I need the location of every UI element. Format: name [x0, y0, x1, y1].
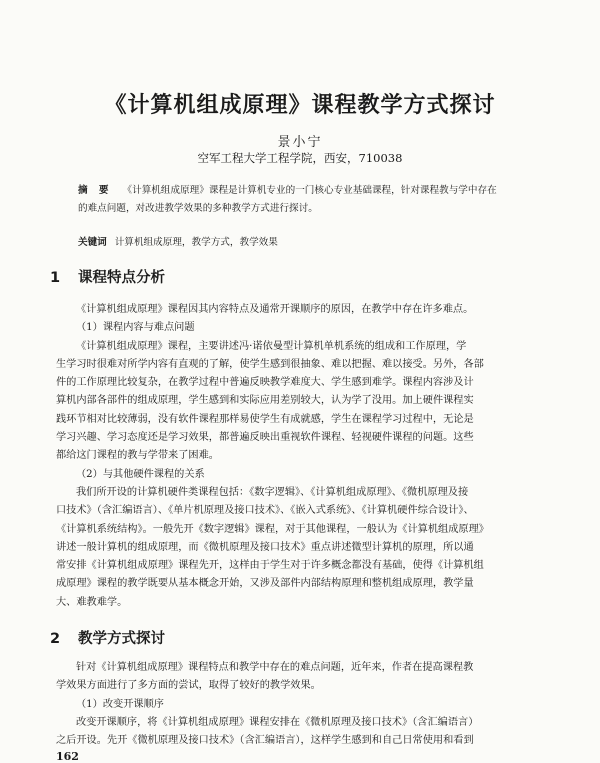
section-1-number: 1 [50, 270, 61, 286]
paragraph-line: 《计算机系统结构》。一般先开《数字逻辑》课程，对于其他课程，一般认为《计算机组成原理》 [56, 523, 489, 535]
section-1-body [56, 301, 546, 612]
paragraph-line: 改变开课顺序，将《计算机组成原理》课程安排在《微机原理及接口技术》（含汇编语言） [76, 716, 479, 728]
paper-title: 《计算机组成原理》课程教学方式探讨 [104, 93, 496, 118]
keywords-label: 关键词 [78, 237, 107, 248]
paragraph-line: 讲述一般计算机的组成原理，而《微机原理及接口技术》重点讲述微型计算机的原理，所以通 [56, 541, 474, 553]
section-2-number: 2 [50, 631, 61, 647]
abstract-label: 摘 要 [78, 185, 113, 196]
subsection-heading: （1）课程内容与难点问题 [76, 322, 195, 334]
paragraph-line: 《计算机组成原理》课程，主要讲述冯·诺依曼型计算机单机系统的组成和工作原理，学 [76, 340, 467, 352]
paragraph-line: 《计算机组成原理》课程因其内容特点及通常开课顺序的原因，在教学中存在许多难点。 [76, 304, 474, 315]
section-2-title: 教学方式探讨 [78, 631, 165, 647]
paragraph-line: 成原理》课程的教学既要从基本概念开始，又涉及部件内部结构原理和整机组成原理，教学量 [56, 578, 474, 590]
page-number: 162 [56, 750, 79, 763]
keywords-text: 计算机组成原理，教学方式，教学效果 [114, 237, 278, 248]
paragraph-line: 针对《计算机组成原理》课程特点和教学中存在的难点问题，近年来，作者在提高课程教 [76, 662, 474, 673]
paragraph-line: 算机内部各部件的组成原理，学生感到和实际应用差别较大，认为学了没用。加上硬件课程实 [56, 395, 474, 407]
paragraph-line: 大、难教难学。 [56, 596, 128, 608]
abstract [78, 182, 538, 218]
abstract-line-2: 的难点问题，对改进教学效果的多种教学方式进行探讨。 [78, 203, 318, 214]
paragraph-line: 学效果方面进行了多方面的尝试，取得了较好的教学效果。 [56, 680, 321, 692]
section-1-heading [50, 266, 165, 287]
paragraph-line: 生学习时很难对所学内容有直观的了解，使学生感到很抽象、难以把握、难以接受。另外，各部 [56, 358, 484, 370]
section-2-heading [50, 627, 165, 648]
paragraph-line: 常安排《计算机组成原理》课程先开，这样由于学生对于许多概念都没有基础，使得《计算机组 [56, 560, 484, 572]
paragraph-line: 学习兴趣、学习态度还是学习效果，都普遍反映出重视软件课程、轻视硬件课程的问题。这些 [56, 432, 474, 444]
author-name: 景小宁 [277, 135, 323, 150]
paragraph-line: 践环节相对比较薄弱，没有软件课程那样易使学生有成就感，学生在课程学习过程中，无论是 [56, 413, 474, 425]
subsection-heading: （1）改变开课顺序 [76, 698, 164, 710]
paragraph-line: 我们所开设的计算机硬件类课程包括：《数字逻辑》、《计算机组成原理》、《微机原理及接 [76, 486, 469, 498]
section-1-title: 课程特点分析 [78, 270, 165, 286]
paragraph-line: 都给这门课程的教与学带来了困难。 [56, 450, 219, 462]
author-affiliation: 空军工程大学工程学院，西安，710038 [197, 151, 403, 165]
paragraph-line: 口技术》（含汇编语言）、《单片机原理及接口技术》、《嵌入式系统》、《计算机硬件综合设计》、 [56, 505, 474, 517]
section-2-body [56, 659, 546, 750]
paragraph-line: 之后开设。先开《微机原理及接口技术》（含汇编语言），这样学生感到和自己日常使用和看到 [56, 735, 474, 747]
abstract-line-1 [78, 182, 538, 200]
paragraph-line: 件的工作原理比较复杂，在教学过程中普遍反映教学难度大、学生感到难学。课程内容涉及计 [56, 377, 474, 389]
abstract-text-1: 《计算机组成原理》课程是计算机专业的一门核心专业基础课程，针对课程教与学中存在 [122, 185, 497, 196]
keywords [78, 234, 538, 248]
subsection-heading: （2）与其他硬件课程的关系 [76, 468, 205, 480]
